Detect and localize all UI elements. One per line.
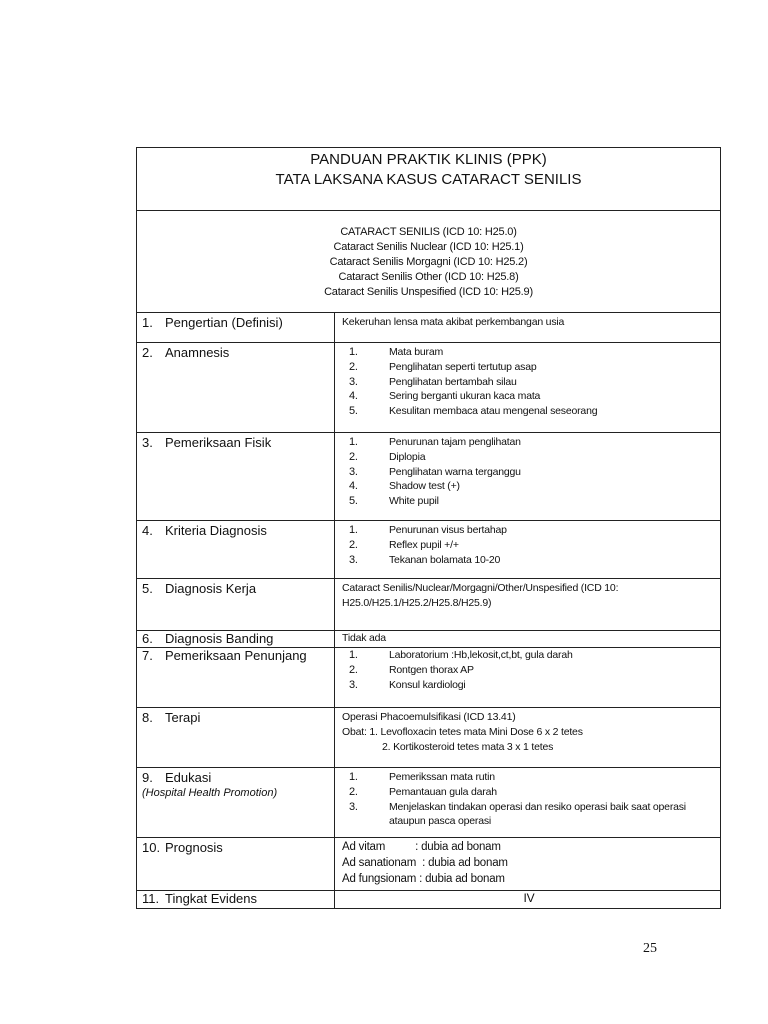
numbered-list	[342, 523, 716, 567]
list-item: 4. Shadow test (+)	[349, 480, 460, 493]
list-item: 3. Konsul kardiologi	[349, 678, 466, 691]
ppk-table	[136, 147, 721, 909]
row-number: 6.	[142, 631, 153, 646]
list-item: 5. Kesulitan membaca atau mengenal seseorang	[349, 405, 598, 418]
therapy-procedure: Operasi Phacoemulsifikasi (ICD 13.41)	[342, 711, 516, 723]
subtitle-line: Cataract Senilis Nuclear (ICD 10: H25.1)	[333, 241, 524, 253]
content-text: Cataract Senilis/Nuclear/Morgagni/Other/Unspesified (ICD 10: H25.0/H25.1/H25.2/H25.8/H25.9)	[342, 582, 619, 609]
row-label	[137, 579, 335, 631]
table-row	[137, 579, 721, 631]
row-number: 11.	[142, 891, 160, 906]
row-content	[335, 631, 721, 648]
document-title-line1: PANDUAN PRAKTIK KLINIS (PPK)	[310, 151, 547, 168]
subtitle-row	[137, 211, 721, 313]
numbered-list	[342, 345, 716, 419]
row-content	[335, 521, 721, 579]
evidence-level: IV	[523, 891, 535, 905]
row-label-text: Pemeriksaan Penunjang	[165, 648, 307, 663]
table-row	[137, 313, 721, 343]
row-label	[137, 891, 335, 909]
row-content	[335, 648, 721, 708]
prognosis-line: Ad fungsionam : dubia ad bonam	[342, 873, 505, 885]
numbered-list	[342, 435, 716, 509]
row-label-text: Prognosis	[165, 840, 223, 855]
document-title-line2: TATA LAKSANA KASUS CATARACT SENILIS	[275, 171, 582, 188]
subtitle-line: Cataract Senilis Unspesified (ICD 10: H25.9)	[324, 286, 533, 298]
row-label-text: Diagnosis Kerja	[165, 581, 257, 596]
prognosis-line: Ad sanationam : dubia ad bonam	[342, 857, 508, 869]
row-label-text: Tingkat Evidens	[165, 891, 258, 906]
row-content	[335, 313, 721, 343]
row-label	[137, 648, 335, 708]
row-content	[335, 343, 721, 433]
row-number: 5.	[142, 581, 153, 596]
row-number: 7.	[142, 648, 153, 663]
therapy-drug-1: Obat: 1. Levofloxacin tetes mata Mini Dose 6 x 2 tetes	[342, 725, 583, 738]
row-label	[137, 631, 335, 648]
list-item: 3. Penglihatan bertambah silau	[349, 375, 517, 388]
row-content	[335, 708, 721, 768]
row-content	[335, 433, 721, 521]
list-item: 4. Sering berganti ukuran kaca mata	[349, 390, 541, 403]
content-text: Tidak ada	[342, 632, 386, 644]
page-number: 25	[643, 941, 657, 956]
title-cell	[137, 148, 721, 211]
title-row	[137, 148, 721, 211]
row-number: 2.	[142, 345, 153, 360]
row-number: 9.	[142, 770, 153, 785]
table-row	[137, 838, 721, 891]
list-item: 1. Penurunan visus bertahap	[349, 524, 507, 536]
row-sublabel: (Hospital Health Promotion)	[142, 787, 278, 799]
table-row	[137, 631, 721, 648]
list-item: 3. Menjelaskan tindakan operasi dan resiko operasi baik saat operasi ataupun pasca operasi	[349, 800, 686, 828]
row-label-text: Pemeriksaan Fisik	[165, 435, 272, 450]
table-row	[137, 433, 721, 521]
row-label-text: Diagnosis Banding	[165, 631, 274, 646]
row-content	[335, 768, 721, 838]
list-item: 1. Penurunan tajam penglihatan	[349, 436, 521, 448]
list-item: 2. Diplopia	[349, 450, 426, 463]
row-label-text: Terapi	[165, 710, 201, 725]
row-number: 4.	[142, 523, 153, 538]
table-row	[137, 891, 721, 909]
row-number: 1.	[142, 315, 153, 330]
row-label	[137, 521, 335, 579]
row-label-text: Anamnesis	[165, 345, 230, 360]
row-label	[137, 313, 335, 343]
prognosis-line: Ad vitam : dubia ad bonam	[342, 841, 501, 853]
row-content	[335, 891, 721, 909]
list-item: 1. Mata buram	[349, 346, 444, 358]
row-number: 8.	[142, 710, 153, 725]
subtitle-line: Cataract Senilis Other (ICD 10: H25.8)	[338, 271, 519, 283]
row-label	[137, 768, 335, 838]
list-item: 2. Reflex pupil +/+	[349, 538, 459, 551]
row-content	[335, 579, 721, 631]
table-row	[137, 521, 721, 579]
subtitle-line: CATARACT SENILIS (ICD 10: H25.0)	[340, 226, 517, 238]
row-label-text: Edukasi	[165, 770, 212, 785]
row-content	[335, 838, 721, 891]
therapy-drug-2: 2. Kortikosteroid tetes mata 3 x 1 tetes	[382, 740, 554, 753]
row-label	[137, 708, 335, 768]
row-number: 3.	[142, 435, 153, 450]
table-row	[137, 648, 721, 708]
list-item: 1. Pemerikssan mata rutin	[349, 771, 495, 783]
row-label-text: Pengertian (Definisi)	[165, 315, 283, 330]
row-label	[137, 433, 335, 521]
numbered-list	[342, 770, 716, 829]
row-label-text: Kriteria Diagnosis	[165, 523, 267, 538]
list-item: 5. White pupil	[349, 495, 439, 508]
table-row	[137, 708, 721, 768]
row-number: 10.	[142, 840, 161, 855]
subtitle-line: Cataract Senilis Morgagni (ICD 10: H25.2)	[329, 256, 528, 268]
subtitle-cell	[137, 211, 721, 313]
list-item: 3. Penglihatan warna terganggu	[349, 465, 521, 478]
list-item: 1. Laboratorium :Hb,lekosit,ct,bt, gula darah	[349, 649, 573, 661]
numbered-list	[342, 648, 716, 692]
list-item: 3. Tekanan bolamata 10-20	[349, 553, 501, 566]
table-row	[137, 768, 721, 838]
row-label	[137, 343, 335, 433]
row-label	[137, 838, 335, 891]
table-row	[137, 343, 721, 433]
list-item: 2. Rontgen thorax AP	[349, 663, 474, 676]
list-item: 2. Penglihatan seperti tertutup asap	[349, 360, 537, 373]
list-item: 2. Pemantauan gula darah	[349, 785, 497, 798]
content-text: Kekeruhan lensa mata akibat perkembangan usia	[342, 316, 565, 328]
